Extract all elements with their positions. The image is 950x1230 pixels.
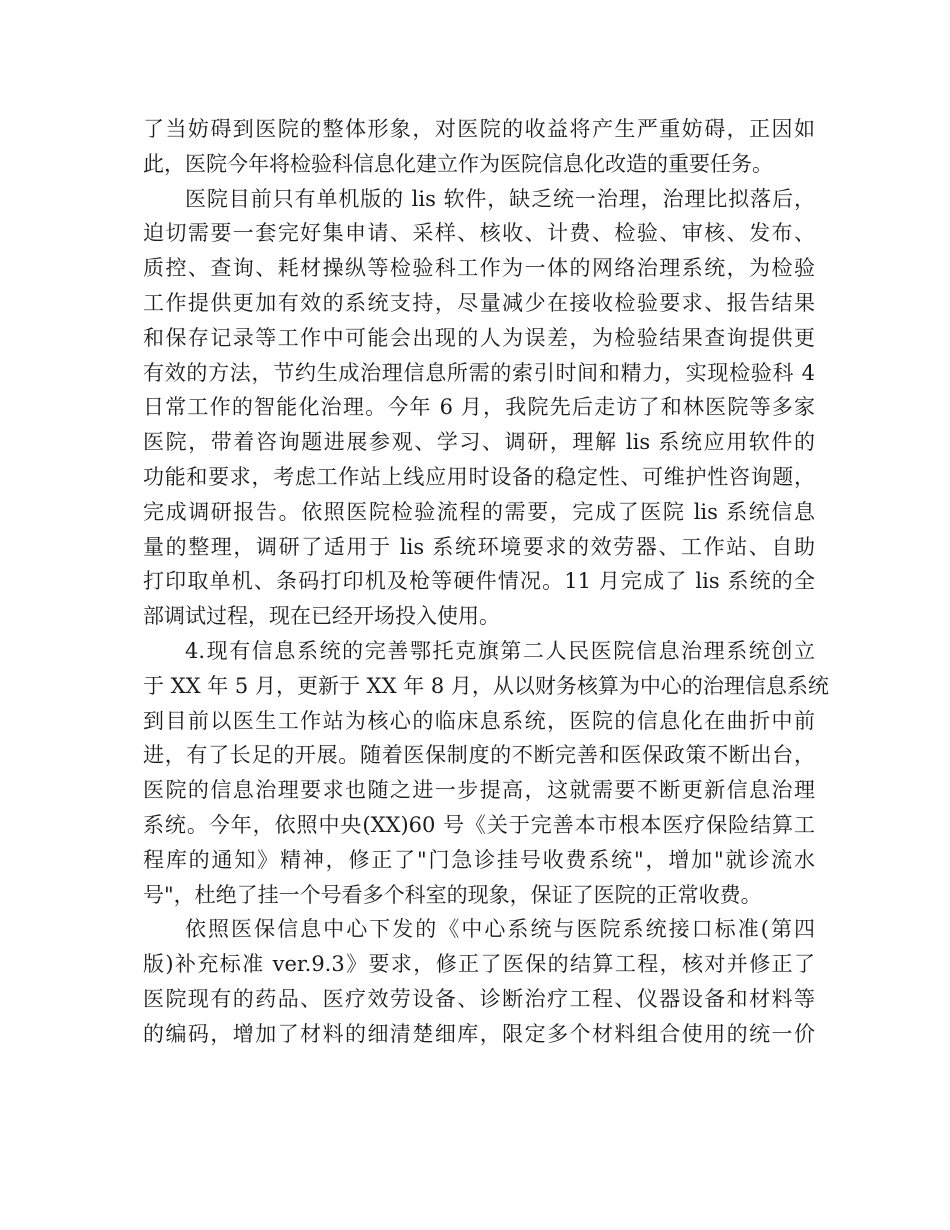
text-line: 此，医院今年将检验科信息化建立作为医院信息化改造的重要任务。 — [143, 151, 773, 176]
text-line: 医院目前只有单机版的 lis 软件，缺乏统一治理，治理比拟落后， — [185, 186, 815, 211]
text-line: 功能和要求，考虑工作站上线应用时设备的稳定性、可维护性咨询题， — [143, 464, 815, 489]
text-line: 4.现有信息系统的完善鄂托克旗第二人民医院信息治理系统创立 — [185, 638, 815, 663]
text-line: 工作提供更加有效的系统支持，尽量减少在接收检验要求、报告结果 — [143, 290, 815, 315]
text-line: 日常工作的智能化治理。今年 6 月，我院先后走访了和林医院等多家 — [143, 395, 815, 420]
text-line: 有效的方法，节约生成治理信息所需的索引时间和精力，实现检验科 4 — [143, 360, 815, 385]
text-line: 依照医保信息中心下发的《中心系统与医院系统接口标准(第四 — [185, 917, 815, 942]
body-text — [143, 112, 829, 1052]
text-line: 打印取单机、条码打印机及枪等硬件情况。11 月完成了 lis 系统的全 — [143, 569, 815, 594]
text-line: 于 XX 年 5 月，更新于 XX 年 8 月，从以财务核算为中心的治理信息系统 — [143, 673, 829, 698]
text-line: 医院现有的药品、医疗效劳设备、诊断治疗工程、仪器设备和材料等 — [143, 986, 815, 1011]
text-line: 号"，杜绝了挂一个号看多个科室的现象，保证了医院的正常收费。 — [143, 882, 762, 907]
text-line: 的编码，增加了材料的细清楚细库，限定多个材料组合使用的统一价 — [143, 1021, 815, 1046]
text-line: 医院的信息治理要求也随之进一步提高，这就需要不断更新信息治理 — [143, 778, 815, 803]
text-line: 和保存记录等工作中可能会出现的人为误差，为检验结果查询提供更 — [143, 325, 815, 350]
text-line: 了当妨碍到医院的整体形象，对医院的收益将产生严重妨碍，正因如 — [143, 117, 815, 141]
text-line: 完成调研报告。依照医院检验流程的需要，完成了医院 lis 系统信息 — [143, 499, 815, 524]
text-line: 量的整理，调研了适用于 lis 系统环境要求的效劳器、工作站、自助 — [143, 534, 815, 559]
text-line: 质控、查询、耗材操纵等检验科工作为一体的网络治理系统，为检验 — [143, 256, 815, 281]
text-line: 系统。今年，依照中央(XX)60 号《关于完善本市根本医疗保险结算工 — [143, 812, 815, 837]
text-line: 部调试过程，现在已经开场投入使用。 — [143, 604, 500, 629]
text-line: 到目前以医生工作站为核心的临床息系统，医院的信息化在曲折中前 — [143, 708, 815, 733]
text-line: 医院，带着咨询题进展参观、学习、调研，理解 lis 系统应用软件的 — [143, 430, 815, 455]
text-line: 迫切需要一套完好集申请、采样、核收、计费、检验、审核、发布、 — [143, 221, 815, 246]
text-line: 进，有了长足的开展。随着医保制度的不断完善和医保政策不断出台， — [143, 743, 815, 768]
text-line: 程库的通知》精神，修正了"门急诊挂号收费系统"，增加"就诊流水 — [143, 847, 815, 872]
text-line: 版)补充标准 ver.9.3》要求，修正了医保的结算工程，核对并修正了 — [143, 952, 815, 977]
